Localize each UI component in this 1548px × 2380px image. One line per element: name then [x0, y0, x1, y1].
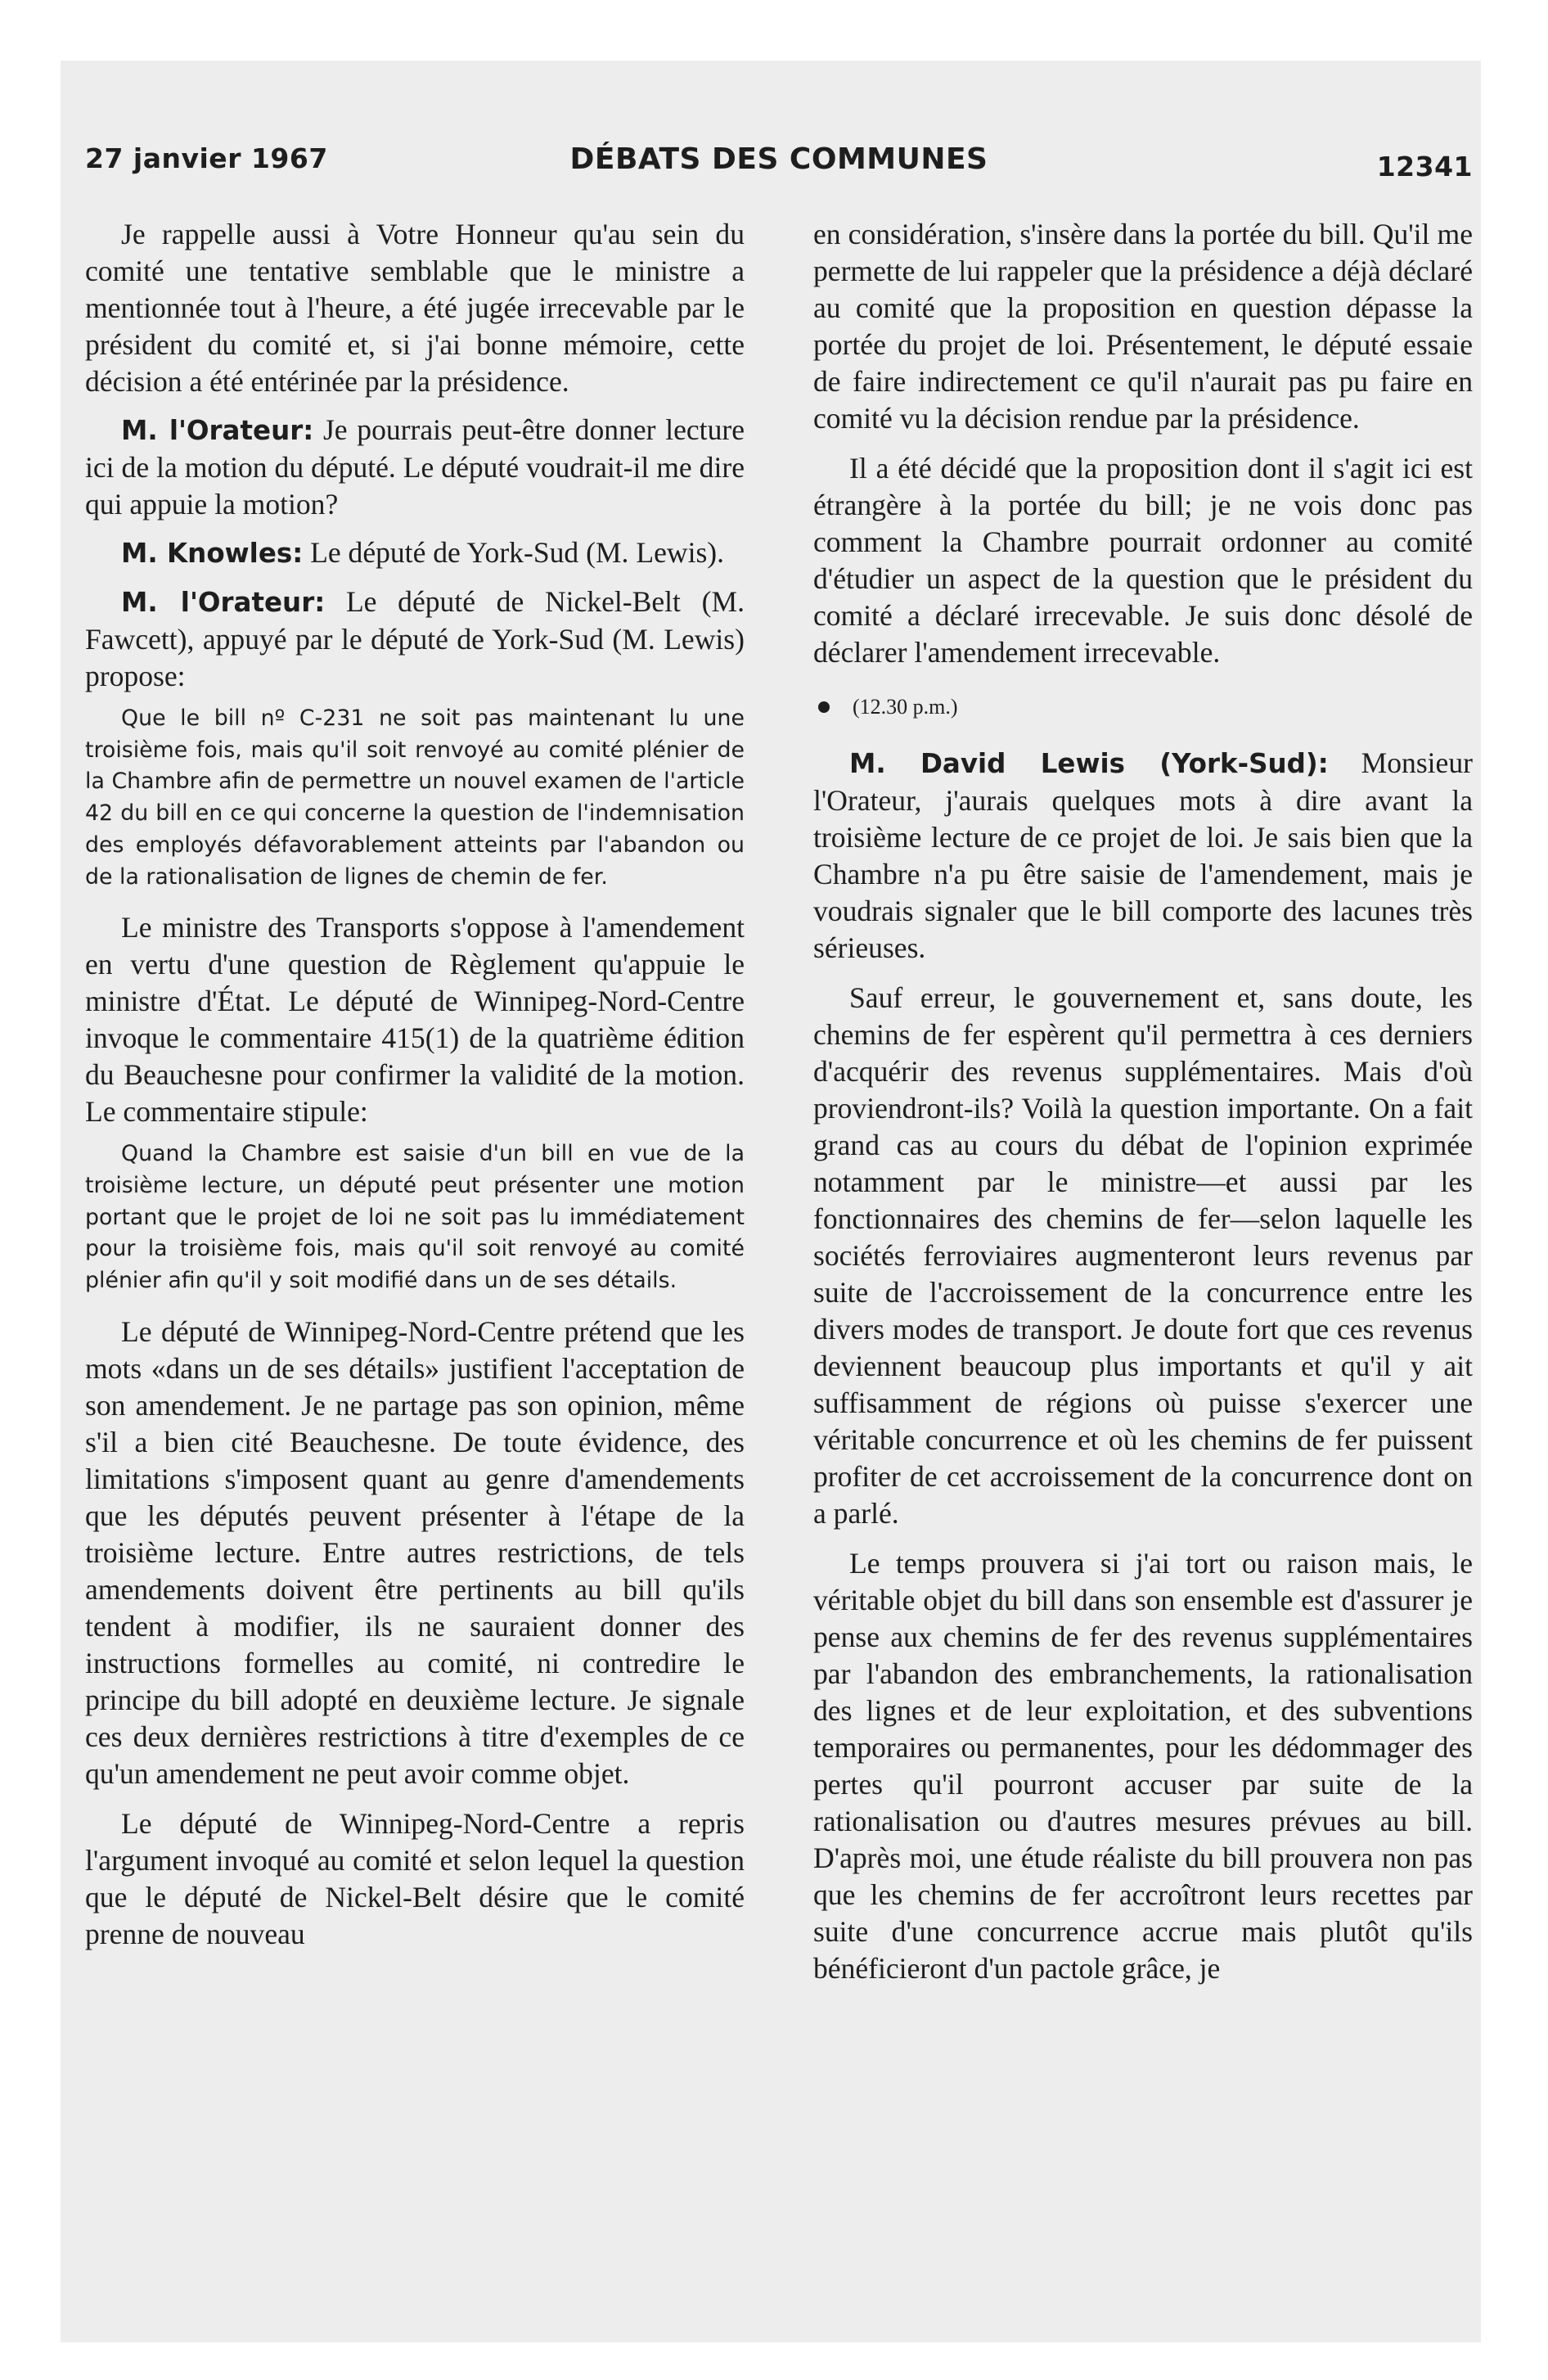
paragraph: Le temps prouvera si j'ai tort ou raison mais, le véritable objet du bill dans son ensemble est d'assurer je pense aux chemins de fer des revenus supplémentaires par l'abandon des embranchements, la rationalisation des lignes et de leur exploitation, et des subventions temporaires ou permanentes, pour les dédommager des pertes qu'il pourront accuser par suite de la rationalisation ou d'autres mesures prévues au bill. D'après moi, une étude réaliste du bill prouvera non pas que les chemins de fer accroîtront leurs recettes par suite d'une concurrence accrue mais plutôt qu'ils bénéficieront d'un pactole grâce, je	[813, 1547, 1473, 1985]
paragraph: Il a été décidé que la proposition dont il s'agit ici est étrangère à la portée du bill; je ne vois donc pas comment la Chambre pourrait ordonner au comité d'étudier un aspect de la question que le président du comité a déclaré irrecevable. Je suis donc désolé de déclarer l'amendement irrecevable.	[813, 452, 1473, 669]
paragraph: Sauf erreur, le gouvernement et, sans doute, les chemins de fer espèrent qu'il permettra à ces derniers d'acquérir des revenus supplémentaires. Mais d'où proviendront-ils? Voilà la question importante. On a fait grand cas au cours du débat de l'opinion exprimée notamment par le ministre—et aussi par les fonctionnaires des chemins de fer—selon laquelle les sociétés ferroviaires augmenteront leurs revenus par suite de l'accroissement de la concurrence entre les divers modes de transport. Je doute fort que ces revenus deviennent beaucoup plus importants et qu'il y ait suffisamment de régions où puisse s'exercer une véritable concurrence et où les chemins de fer puissent profiter de cet accroissement de la concurrence dont on a parlé.	[813, 981, 1473, 1530]
speaker-name: M. l'Orateur:	[121, 415, 314, 446]
page-sheet	[61, 61, 1481, 2342]
commentary-quote: Quand la Chambre est saisie d'un bill en vue de la troisième lecture, un député peut présenter une motion portant que le projet de loi ne soit pas lu immédiatement pour la troisième fois, mais qu'il soit renvoyé au comité plénier afin qu'il y soit modifié dans un de ses détails.	[85, 1141, 745, 1294]
speaker-name: M. David Lewis (York-Sud):	[849, 748, 1329, 779]
page-number: 12341	[1376, 151, 1473, 183]
speech-paragraph	[85, 584, 745, 695]
header-date: 27 janvier 1967	[85, 142, 328, 174]
page-header	[85, 142, 1473, 192]
speech-text: Monsieur l'Orateur, j'aurais quelques mots à dire avant la troisième lecture de ce projet de loi. Je sais bien que la Chambre n'a pu être saisie de l'amendement, mais je voudrais signaler que le bill comporte des lacunes très sérieuses.	[813, 746, 1473, 964]
paragraph: Le député de Winnipeg-Nord-Centre a repris l'argument invoqué au comité et selon lequel la question que le député de Nickel-Belt désire que le comité prenne de nouveau	[85, 1806, 745, 1950]
speaker-name: M. Knowles:	[121, 538, 304, 569]
time-marker	[813, 694, 1473, 720]
speaker-name: M. l'Orateur:	[121, 587, 326, 618]
header-title: DÉBATS DES COMMUNES	[569, 142, 988, 176]
time-marker-text: (12.30 p.m.)	[853, 695, 958, 719]
paragraph: Le ministre des Transports s'oppose à l'amendement en vertu d'une question de Règlement qu'appuie le ministre d'État. Le député de Winnipeg-Nord-Centre invoque le commentaire 415(1) de la quatrième édition du Beauchesne pour confirmer la validité de la motion. Le commentaire stipule:	[85, 911, 745, 1129]
paragraph: en considération, s'insère dans la portée du bill. Qu'il me permette de lui rappeler que la présidence a déjà déclaré au comité que la proposition en question dépasse la portée du projet de loi. Présentement, le député essaie de faire indirectement ce qu'il n'aurait pas pu faire en comité vu la décision rendue par la présidence.	[813, 218, 1473, 435]
speech-text: Le député de York-Sud (M. Lewis).	[310, 536, 725, 569]
paragraph: Le député de Winnipeg-Nord-Centre prétend que les mots «dans un de ses détails» justifient l'acceptation de son amendement. Je ne partage pas son opinion, même s'il a bien cité Beauchesne. De toute évidence, des limitations s'imposent quant au genre d'amendements que les députés peuvent présenter à l'étape de la troisième lecture. Entre autres restrictions, de tels amendements doivent être pertinents au bill qu'ils tendent à modifier, ils ne sauraient donner des instructions formelles au comité, ni contredire le principe du bill adopté en deuxième lecture. Je signale ces deux dernières restrictions à titre d'exemples de ce qu'un amendement ne peut avoir comme objet.	[85, 1314, 745, 1790]
speech-text: Le député de Nickel-Belt (M. Fawcett), appuyé par le député de York-Sud (M. Lewis) propose:	[85, 585, 745, 692]
speech-paragraph	[85, 412, 745, 523]
speech-text: Je pourrais peut-être donner lecture ici de la motion du député. Le député voudrait-il me dire qui appuie la motion?	[85, 413, 745, 521]
motion-quote: Que le bill nº C-231 ne soit pas maintenant lu une troisième fois, mais qu'il soit renvoyé au comité plénier de la Chambre afin de permettre un nouvel examen de l'article 42 du bill en ce qui concerne la question de l'indemnisation des employés défavorablement atteints par l'abandon ou de la rationalisation de lignes de chemin de fer.	[85, 705, 745, 890]
left-column	[85, 216, 745, 2279]
speech-paragraph	[813, 745, 1473, 967]
right-column	[813, 216, 1473, 2279]
bullet-icon	[818, 701, 830, 713]
speech-paragraph	[85, 534, 745, 572]
paragraph: Je rappelle aussi à Votre Honneur qu'au sein du comité une tentative semblable que le ministre a mentionnée tout à l'heure, a été jugée irrecevable par le président du comité et, si j'ai bonne mémoire, cette décision a été entérinée par la présidence.	[85, 218, 745, 398]
